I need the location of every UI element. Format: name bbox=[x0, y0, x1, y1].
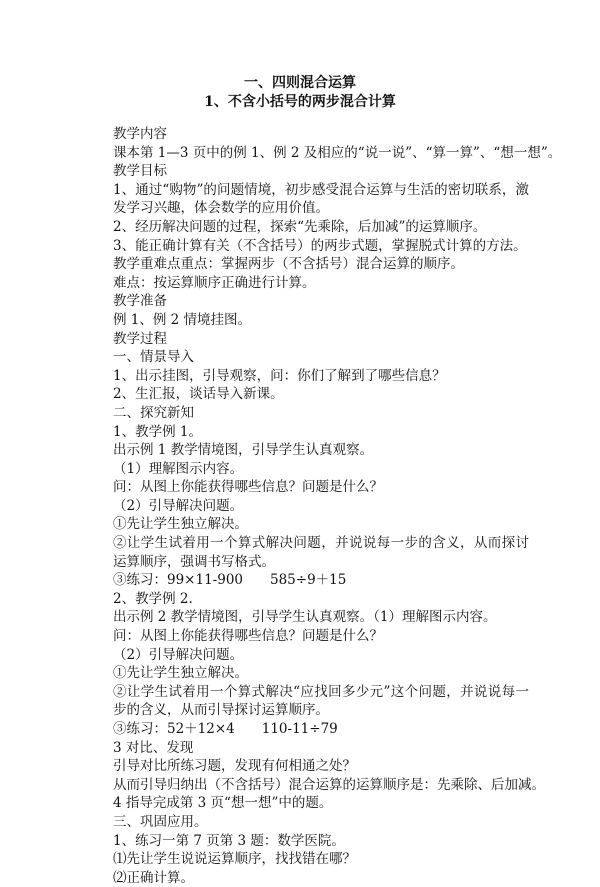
lesson-plan-body bbox=[113, 125, 562, 887]
section-heading: 教学准备 bbox=[113, 293, 167, 310]
exercise-line: ③练习：99×11-900 585÷9＋15 bbox=[113, 572, 347, 589]
paragraph: 2、经历解决问题的过程，探索“先乘除，后加减”的运算顺序。 bbox=[113, 218, 487, 235]
paragraph: （1）理解图示内容。 bbox=[113, 460, 244, 477]
subsection-heading: 三、巩固应用。 bbox=[113, 813, 208, 830]
paragraph: ②让学生试着用一个算式解决“应找回多少元”这个问题，并说说每一步的含义，从而引导探讨运算顺序。 bbox=[113, 683, 529, 719]
paragraph: 4 指导完成第 3 页“想一想”中的题。 bbox=[113, 795, 333, 812]
paragraph: 教学重难点重点：掌握两步（不含括号）混合运算的顺序。 bbox=[113, 256, 464, 273]
section-heading: 教学内容 bbox=[113, 126, 167, 142]
paragraph: 1、出示挂图，引导观察，问：你们了解到了哪些信息？ bbox=[113, 367, 446, 384]
paragraph: 1、教学例 1。 bbox=[113, 423, 202, 440]
chapter-title: 一、四则混合运算 bbox=[244, 75, 356, 91]
paragraph: 1、通过“购物”的问题情境，初步感受混合运算与生活的密切联系，激发学习兴趣，体会数学的应用价值。 bbox=[113, 181, 529, 217]
paragraph: 课本第 1—3 页中的例 1、例 2 及相应的“说一说”、“算一算”、“想一想”。 bbox=[113, 144, 562, 161]
paragraph: 引导对比所练习题，发现有何相通之处？ bbox=[113, 758, 356, 775]
paragraph: 出示例 2 教学情境图，引导学生认真观察。（1）理解图示内容。 bbox=[113, 609, 497, 626]
paragraph: 例 1、例 2 情境挂图。 bbox=[113, 311, 252, 328]
paragraph: 从而引导归纳出（不含括号）混合运算的运算顺序是：先乘除、后加减。 bbox=[113, 776, 545, 793]
paragraph: 3、能正确计算有关（不含括号）的两步式题，掌握脱式计算的方法。 bbox=[113, 237, 527, 254]
paragraph: ②让学生试着用一个算式解决问题，并说说每一步的含义，从而探讨运算顺序，强调书写格式。 bbox=[113, 535, 529, 570]
paragraph: 难点：按运算顺序正确进行计算。 bbox=[113, 274, 316, 291]
paragraph: 3 对比、发现 bbox=[113, 739, 194, 756]
paragraph: （2）引导解决问题。 bbox=[113, 646, 244, 663]
section-heading: 教学目标 bbox=[113, 163, 167, 180]
paragraph: 1、练习一第 7 页第 3 题：数学医院。 bbox=[113, 832, 345, 849]
paragraph: 2、生汇报，谈话导入新课。 bbox=[113, 386, 284, 403]
paragraph: ①先让学生独立解决。 bbox=[113, 665, 248, 682]
paragraph: （2）引导解决问题。 bbox=[113, 497, 244, 514]
paragraph: 问：从图上你能获得哪些信息？问题是什么？ bbox=[113, 479, 383, 496]
paragraph: ⑴先让学生说说运算顺序，找找错在哪？ bbox=[113, 851, 356, 868]
paragraph: ⑵正确计算。 bbox=[113, 869, 194, 886]
paragraph: ①先让学生独立解决。 bbox=[113, 516, 248, 533]
paragraph: 出示例 1 教学情境图，引导学生认真观察。 bbox=[113, 442, 374, 459]
exercise-line: ③练习：52＋12×4 110-11÷79 bbox=[113, 721, 338, 737]
subsection-heading: 一、情景导入 bbox=[113, 349, 194, 366]
subsection-heading: 二、探究新知 bbox=[113, 404, 194, 421]
paragraph: 2、教学例 2. bbox=[113, 590, 193, 607]
paragraph: 问：从图上你能获得哪些信息？问题是什么？ bbox=[113, 628, 383, 645]
lesson-title: 1、不含小括号的两步混合计算 bbox=[204, 94, 396, 110]
section-heading: 教学过程 bbox=[113, 330, 167, 347]
